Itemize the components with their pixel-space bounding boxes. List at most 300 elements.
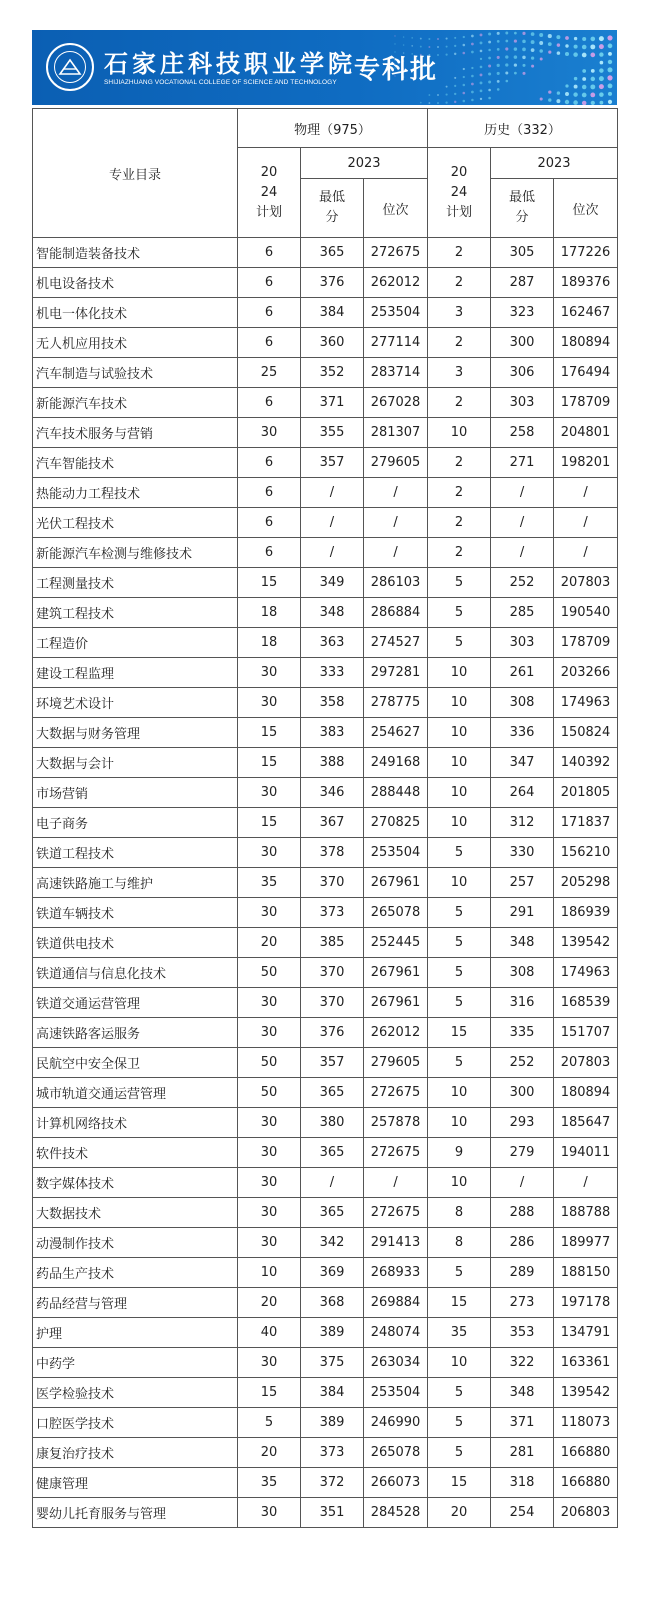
history-min-score-2023: 289 <box>491 1258 554 1288</box>
physics-rank-2023: 246990 <box>364 1408 428 1438</box>
history-plan-2024: 10 <box>428 658 491 688</box>
history-plan-2024: 5 <box>428 568 491 598</box>
physics-min-score-2023: 351 <box>301 1498 364 1528</box>
history-plan-2024: 10 <box>428 868 491 898</box>
history-rank-2023: 204801 <box>554 418 618 448</box>
physics-rank-2023: 267028 <box>364 388 428 418</box>
table-row <box>33 1198 618 1228</box>
table-row <box>33 418 618 448</box>
history-rank-2023: 189977 <box>554 1228 618 1258</box>
history-min-score-2023: 288 <box>491 1198 554 1228</box>
history-plan-2024: 9 <box>428 1138 491 1168</box>
history-plan-2024: 8 <box>428 1228 491 1258</box>
physics-min-score-2023: 373 <box>301 898 364 928</box>
physics-rank-2023: 253504 <box>364 298 428 328</box>
history-min-score-2023: / <box>491 508 554 538</box>
table-row <box>33 1018 618 1048</box>
table-row <box>33 358 618 388</box>
major-name: 大数据技术 <box>33 1198 238 1228</box>
major-name: 机电一体化技术 <box>33 298 238 328</box>
history-2023-header: 2023 <box>491 148 618 179</box>
table-row <box>33 928 618 958</box>
physics-min-score-header <box>301 179 364 238</box>
history-min-score-2023: / <box>491 478 554 508</box>
physics-plan-2024: 20 <box>238 1288 301 1318</box>
history-rank-2023: 134791 <box>554 1318 618 1348</box>
history-rank-2023: / <box>554 1168 618 1198</box>
physics-min-score-2023: 389 <box>301 1408 364 1438</box>
physics-plan-2024: 40 <box>238 1318 301 1348</box>
history-plan-2024: 2 <box>428 328 491 358</box>
history-rank-2023: 197178 <box>554 1288 618 1318</box>
physics-rank-2023: 268933 <box>364 1258 428 1288</box>
school-logo-icon <box>46 43 94 91</box>
major-name: 计算机网络技术 <box>33 1108 238 1138</box>
physics-rank-2023: 288448 <box>364 778 428 808</box>
history-min-score-2023: 371 <box>491 1408 554 1438</box>
physics-plan-2024: 50 <box>238 1078 301 1108</box>
history-plan-2024: 10 <box>428 778 491 808</box>
physics-rank-2023: 279605 <box>364 1048 428 1078</box>
batch-title: 专科批 <box>354 55 439 85</box>
major-name: 城市轨道交通运营管理 <box>33 1078 238 1108</box>
major-name: 铁道通信与信息化技术 <box>33 958 238 988</box>
physics-rank-2023: 263034 <box>364 1348 428 1378</box>
history-min-score-2023: 330 <box>491 838 554 868</box>
history-rank-2023: 139542 <box>554 928 618 958</box>
history-rank-2023: 188150 <box>554 1258 618 1288</box>
history-min-score-2023: 348 <box>491 928 554 958</box>
history-plan-2024: 5 <box>428 628 491 658</box>
major-name: 婴幼儿托育服务与管理 <box>33 1498 238 1528</box>
physics-min-score-2023: 388 <box>301 748 364 778</box>
physics-rank-2023: 279605 <box>364 448 428 478</box>
physics-rank-2023: 286103 <box>364 568 428 598</box>
table-row <box>33 598 618 628</box>
history-rank-2023: 118073 <box>554 1408 618 1438</box>
physics-plan-2024: 18 <box>238 628 301 658</box>
major-header: 专业目录 <box>33 109 238 238</box>
physics-plan-2024: 30 <box>238 1168 301 1198</box>
history-min-score-2023: 335 <box>491 1018 554 1048</box>
major-name: 机电设备技术 <box>33 268 238 298</box>
table-row <box>33 1078 618 1108</box>
history-rank-2023: 163361 <box>554 1348 618 1378</box>
history-min-score-2023: 353 <box>491 1318 554 1348</box>
history-rank-2023: 206803 <box>554 1498 618 1528</box>
physics-rank-2023: 269884 <box>364 1288 428 1318</box>
physics-rank-2023: 272675 <box>364 1138 428 1168</box>
history-min-score-2023: 318 <box>491 1468 554 1498</box>
history-plan-2024: 5 <box>428 598 491 628</box>
history-min-score-2023: 285 <box>491 598 554 628</box>
history-plan-2024: 10 <box>428 718 491 748</box>
major-name: 铁道车辆技术 <box>33 898 238 928</box>
history-plan-2024: 3 <box>428 298 491 328</box>
physics-rank-header: 位次 <box>364 179 428 238</box>
physics-min-score-2023: 380 <box>301 1108 364 1138</box>
physics-header: 物理（975） <box>238 109 428 148</box>
history-min-score-2023: 281 <box>491 1438 554 1468</box>
physics-plan-2024: 30 <box>238 1198 301 1228</box>
history-plan-2024: 2 <box>428 538 491 568</box>
history-min-score-2023: 347 <box>491 748 554 778</box>
history-min-score-2023: / <box>491 1168 554 1198</box>
physics-min-score-2023: / <box>301 508 364 538</box>
history-rank-2023: 139542 <box>554 1378 618 1408</box>
history-plan-2024: 10 <box>428 808 491 838</box>
major-name: 民航空中安全保卫 <box>33 1048 238 1078</box>
physics-rank-2023: 274527 <box>364 628 428 658</box>
major-name: 汽车智能技术 <box>33 448 238 478</box>
history-min-score-2023: 257 <box>491 868 554 898</box>
physics-min-score-2023: 368 <box>301 1288 364 1318</box>
table-row <box>33 808 618 838</box>
physics-plan-2024: 6 <box>238 388 301 418</box>
history-min-score-2023: 336 <box>491 718 554 748</box>
history-plan-2024: 2 <box>428 508 491 538</box>
physics-min-score-2023: 365 <box>301 1138 364 1168</box>
table-row <box>33 1468 618 1498</box>
physics-rank-2023: 278775 <box>364 688 428 718</box>
physics-rank-2023: 270825 <box>364 808 428 838</box>
major-name: 药品生产技术 <box>33 1258 238 1288</box>
table-row <box>33 1318 618 1348</box>
major-name: 大数据与财务管理 <box>33 718 238 748</box>
history-plan-2024: 5 <box>428 928 491 958</box>
history-plan-2024: 5 <box>428 1408 491 1438</box>
history-min-score-2023: 291 <box>491 898 554 928</box>
history-rank-2023: 188788 <box>554 1198 618 1228</box>
header-banner <box>32 30 617 105</box>
history-min-score-2023: 286 <box>491 1228 554 1258</box>
physics-rank-2023: 248074 <box>364 1318 428 1348</box>
history-plan-2024: 5 <box>428 988 491 1018</box>
physics-rank-2023: 254627 <box>364 718 428 748</box>
physics-rank-2023: 297281 <box>364 658 428 688</box>
table-row <box>33 778 618 808</box>
physics-plan-2024: 35 <box>238 1468 301 1498</box>
major-name: 汽车技术服务与营销 <box>33 418 238 448</box>
physics-rank-2023: 265078 <box>364 898 428 928</box>
history-rank-2023: 166880 <box>554 1438 618 1468</box>
physics-min-score-2023: 342 <box>301 1228 364 1258</box>
plan-header-text: 20 24 计划 <box>446 164 473 220</box>
major-name: 口腔医学技术 <box>33 1408 238 1438</box>
physics-plan-2024: 30 <box>238 988 301 1018</box>
history-plan-2024: 2 <box>428 478 491 508</box>
history-min-score-2023: 252 <box>491 568 554 598</box>
physics-rank-2023: 272675 <box>364 238 428 268</box>
physics-min-score-2023: / <box>301 478 364 508</box>
physics-plan-2024: 6 <box>238 238 301 268</box>
table-row <box>33 1498 618 1528</box>
history-rank-2023: 186939 <box>554 898 618 928</box>
history-rank-2023: 156210 <box>554 838 618 868</box>
table-row <box>33 1108 618 1138</box>
table-row <box>33 1378 618 1408</box>
physics-plan-2024: 35 <box>238 868 301 898</box>
history-min-score-2023: 303 <box>491 628 554 658</box>
history-min-score-2023: 287 <box>491 268 554 298</box>
history-rank-2023: 171837 <box>554 808 618 838</box>
table-row <box>33 1048 618 1078</box>
history-min-score-2023: 252 <box>491 1048 554 1078</box>
physics-rank-2023: 249168 <box>364 748 428 778</box>
physics-min-score-2023: 357 <box>301 1048 364 1078</box>
physics-plan-2024-header <box>238 148 301 238</box>
table-row <box>33 448 618 478</box>
physics-plan-2024: 30 <box>238 658 301 688</box>
major-name: 大数据与会计 <box>33 748 238 778</box>
physics-plan-2024: 30 <box>238 1228 301 1258</box>
physics-plan-2024: 20 <box>238 1438 301 1468</box>
major-name: 建筑工程技术 <box>33 598 238 628</box>
physics-rank-2023: / <box>364 1168 428 1198</box>
history-rank-2023: 189376 <box>554 268 618 298</box>
min-score-text: 最低 分 <box>318 190 345 225</box>
history-rank-2023: 162467 <box>554 298 618 328</box>
history-min-score-2023: 271 <box>491 448 554 478</box>
history-rank-2023: / <box>554 478 618 508</box>
physics-plan-2024: 30 <box>238 418 301 448</box>
physics-min-score-2023: 365 <box>301 238 364 268</box>
physics-rank-2023: 257878 <box>364 1108 428 1138</box>
physics-min-score-2023: / <box>301 538 364 568</box>
table-row <box>33 478 618 508</box>
physics-rank-2023: 283714 <box>364 358 428 388</box>
major-name: 动漫制作技术 <box>33 1228 238 1258</box>
major-name: 智能制造装备技术 <box>33 238 238 268</box>
history-rank-2023: 201805 <box>554 778 618 808</box>
physics-plan-2024: 20 <box>238 928 301 958</box>
major-name: 新能源汽车技术 <box>33 388 238 418</box>
physics-min-score-2023: 367 <box>301 808 364 838</box>
physics-plan-2024: 6 <box>238 538 301 568</box>
physics-plan-2024: 15 <box>238 1378 301 1408</box>
table-row <box>33 298 618 328</box>
physics-2023-header: 2023 <box>301 148 428 179</box>
table-row <box>33 1288 618 1318</box>
physics-rank-2023: 253504 <box>364 1378 428 1408</box>
physics-min-score-2023: 375 <box>301 1348 364 1378</box>
table-row <box>33 868 618 898</box>
table-row <box>33 748 618 778</box>
major-name: 铁道交通运营管理 <box>33 988 238 1018</box>
history-rank-2023: 168539 <box>554 988 618 1018</box>
physics-rank-2023: 272675 <box>364 1198 428 1228</box>
major-name: 热能动力工程技术 <box>33 478 238 508</box>
history-plan-2024: 10 <box>428 688 491 718</box>
physics-plan-2024: 30 <box>238 1348 301 1378</box>
plan-header-text: 20 24 计划 <box>255 164 282 220</box>
physics-min-score-2023: 355 <box>301 418 364 448</box>
physics-min-score-2023: 357 <box>301 448 364 478</box>
physics-plan-2024: 6 <box>238 448 301 478</box>
major-name: 工程造价 <box>33 628 238 658</box>
table-row <box>33 328 618 358</box>
physics-min-score-2023: 333 <box>301 658 364 688</box>
physics-min-score-2023: 376 <box>301 268 364 298</box>
table-row <box>33 658 618 688</box>
table-row <box>33 1258 618 1288</box>
history-rank-2023: 207803 <box>554 1048 618 1078</box>
major-name: 汽车制造与试验技术 <box>33 358 238 388</box>
physics-min-score-2023: 363 <box>301 628 364 658</box>
physics-min-score-2023: 360 <box>301 328 364 358</box>
physics-min-score-2023: 352 <box>301 358 364 388</box>
physics-rank-2023: 277114 <box>364 328 428 358</box>
history-plan-2024: 5 <box>428 1438 491 1468</box>
history-min-score-2023: 316 <box>491 988 554 1018</box>
physics-min-score-2023: 372 <box>301 1468 364 1498</box>
school-name-cn: 石家庄科技职业学院 <box>104 49 356 78</box>
table-row <box>33 1168 618 1198</box>
history-min-score-2023: 348 <box>491 1378 554 1408</box>
history-rank-2023: 185647 <box>554 1108 618 1138</box>
physics-rank-2023: 286884 <box>364 598 428 628</box>
history-plan-2024: 10 <box>428 1348 491 1378</box>
physics-min-score-2023: 370 <box>301 988 364 1018</box>
table-row <box>33 238 618 268</box>
physics-min-score-2023: 349 <box>301 568 364 598</box>
history-rank-2023: 140392 <box>554 748 618 778</box>
history-rank-2023: 174963 <box>554 958 618 988</box>
history-plan-2024-header <box>428 148 491 238</box>
physics-min-score-2023: 346 <box>301 778 364 808</box>
history-min-score-2023: 300 <box>491 1078 554 1108</box>
major-name: 新能源汽车检测与维修技术 <box>33 538 238 568</box>
major-name: 数字媒体技术 <box>33 1168 238 1198</box>
physics-min-score-2023: 371 <box>301 388 364 418</box>
history-min-score-2023: 323 <box>491 298 554 328</box>
table-row <box>33 688 618 718</box>
physics-plan-2024: 6 <box>238 508 301 538</box>
history-rank-2023: 190540 <box>554 598 618 628</box>
history-min-score-2023: 273 <box>491 1288 554 1318</box>
history-plan-2024: 5 <box>428 1048 491 1078</box>
physics-plan-2024: 30 <box>238 1018 301 1048</box>
history-rank-2023: 174963 <box>554 688 618 718</box>
major-name: 铁道供电技术 <box>33 928 238 958</box>
physics-rank-2023: 267961 <box>364 868 428 898</box>
history-min-score-2023: 303 <box>491 388 554 418</box>
physics-min-score-2023: 384 <box>301 1378 364 1408</box>
table-row <box>33 1138 618 1168</box>
physics-rank-2023: 272675 <box>364 1078 428 1108</box>
table-row <box>33 1408 618 1438</box>
history-plan-2024: 3 <box>428 358 491 388</box>
physics-rank-2023: / <box>364 478 428 508</box>
admission-table <box>32 108 618 1528</box>
history-min-score-2023: 261 <box>491 658 554 688</box>
history-min-score-2023: 305 <box>491 238 554 268</box>
physics-plan-2024: 6 <box>238 478 301 508</box>
physics-min-score-2023: / <box>301 1168 364 1198</box>
history-rank-2023: 178709 <box>554 628 618 658</box>
history-plan-2024: 15 <box>428 1018 491 1048</box>
history-min-score-2023: 264 <box>491 778 554 808</box>
history-plan-2024: 10 <box>428 1168 491 1198</box>
history-min-score-2023: 300 <box>491 328 554 358</box>
table-row <box>33 1348 618 1378</box>
history-min-score-2023: 322 <box>491 1348 554 1378</box>
history-rank-2023: 207803 <box>554 568 618 598</box>
physics-min-score-2023: 385 <box>301 928 364 958</box>
history-plan-2024: 5 <box>428 1378 491 1408</box>
major-name: 护理 <box>33 1318 238 1348</box>
major-name: 康复治疗技术 <box>33 1438 238 1468</box>
physics-rank-2023: 291413 <box>364 1228 428 1258</box>
physics-plan-2024: 15 <box>238 718 301 748</box>
major-name: 软件技术 <box>33 1138 238 1168</box>
history-min-score-2023: 258 <box>491 418 554 448</box>
history-rank-2023: 176494 <box>554 358 618 388</box>
physics-plan-2024: 6 <box>238 268 301 298</box>
physics-plan-2024: 15 <box>238 808 301 838</box>
table-row <box>33 718 618 748</box>
history-plan-2024: 5 <box>428 838 491 868</box>
history-min-score-2023: 279 <box>491 1138 554 1168</box>
physics-min-score-2023: 369 <box>301 1258 364 1288</box>
history-plan-2024: 15 <box>428 1468 491 1498</box>
major-name: 健康管理 <box>33 1468 238 1498</box>
physics-min-score-2023: 365 <box>301 1078 364 1108</box>
physics-min-score-2023: 365 <box>301 1198 364 1228</box>
table-row <box>33 838 618 868</box>
history-plan-2024: 10 <box>428 1078 491 1108</box>
physics-plan-2024: 10 <box>238 1258 301 1288</box>
major-name: 高速铁路客运服务 <box>33 1018 238 1048</box>
physics-min-score-2023: 376 <box>301 1018 364 1048</box>
physics-rank-2023: 267961 <box>364 958 428 988</box>
history-rank-2023: / <box>554 538 618 568</box>
history-plan-2024: 2 <box>428 238 491 268</box>
physics-rank-2023: 284528 <box>364 1498 428 1528</box>
physics-rank-2023: 267961 <box>364 988 428 1018</box>
physics-plan-2024: 30 <box>238 1108 301 1138</box>
major-name: 市场营销 <box>33 778 238 808</box>
physics-min-score-2023: 389 <box>301 1318 364 1348</box>
table-row <box>33 538 618 568</box>
history-min-score-2023: 308 <box>491 688 554 718</box>
major-name: 高速铁路施工与维护 <box>33 868 238 898</box>
major-name: 建设工程监理 <box>33 658 238 688</box>
physics-min-score-2023: 370 <box>301 958 364 988</box>
physics-plan-2024: 18 <box>238 598 301 628</box>
history-plan-2024: 15 <box>428 1288 491 1318</box>
physics-min-score-2023: 383 <box>301 718 364 748</box>
physics-min-score-2023: 378 <box>301 838 364 868</box>
physics-plan-2024: 30 <box>238 898 301 928</box>
history-rank-2023: 180894 <box>554 328 618 358</box>
physics-plan-2024: 15 <box>238 568 301 598</box>
physics-plan-2024: 25 <box>238 358 301 388</box>
table-row <box>33 988 618 1018</box>
history-rank-2023: 178709 <box>554 388 618 418</box>
physics-rank-2023: 265078 <box>364 1438 428 1468</box>
physics-plan-2024: 50 <box>238 1048 301 1078</box>
physics-plan-2024: 6 <box>238 328 301 358</box>
history-min-score-2023: 308 <box>491 958 554 988</box>
physics-plan-2024: 30 <box>238 1138 301 1168</box>
physics-plan-2024: 30 <box>238 778 301 808</box>
major-name: 光伏工程技术 <box>33 508 238 538</box>
physics-rank-2023: 262012 <box>364 268 428 298</box>
major-name: 中药学 <box>33 1348 238 1378</box>
physics-min-score-2023: 373 <box>301 1438 364 1468</box>
table-row <box>33 268 618 298</box>
